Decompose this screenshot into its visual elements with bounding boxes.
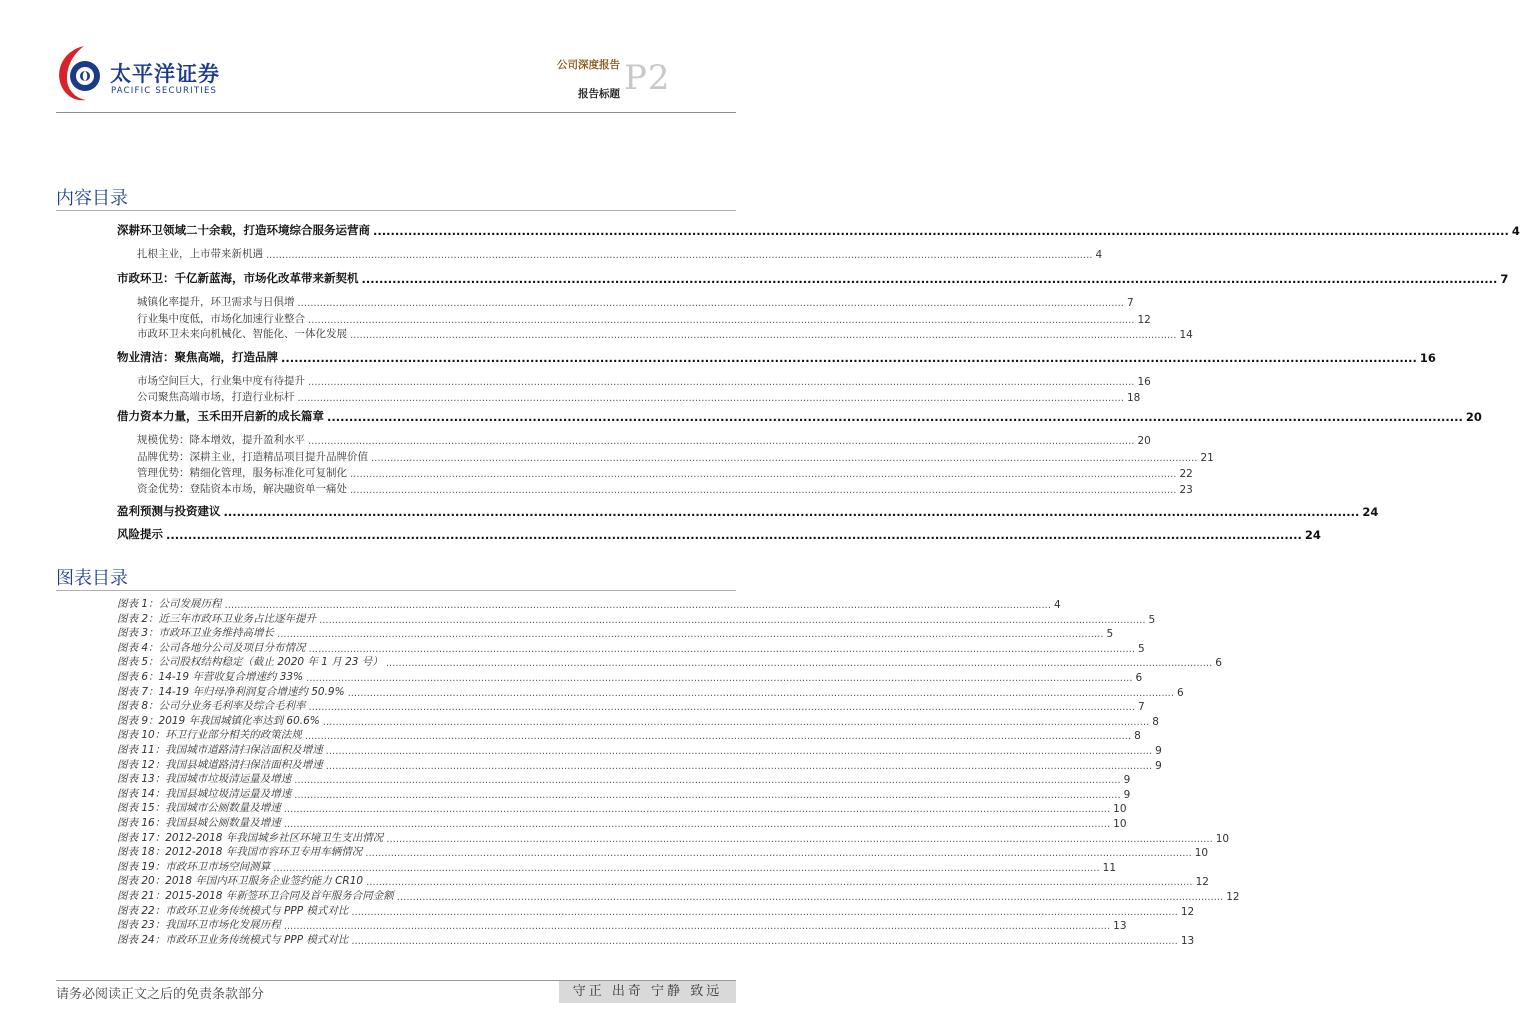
figure-entry-title: 图表 7：14-19 年归母净利润复合增速约 50.9% (117, 685, 345, 698)
figure-entry-page: 10 (1113, 803, 1127, 816)
page-number: P2 (624, 58, 671, 98)
figure-entry[interactable] (117, 684, 1184, 699)
toc-entry-page: 16 (1419, 351, 1436, 365)
figure-entry[interactable] (117, 669, 1143, 684)
report-type: 公司深度报告 (557, 59, 620, 71)
toc-entry-title: 市场空间巨大，行业集中度有待提升 (137, 375, 305, 387)
figure-entry-title: 图表 1：公司发展历程 (117, 598, 222, 610)
toc-entry-page: 20 (1465, 410, 1482, 424)
toc-leader-dots: .................................................................................................................................................................................................................................................................... (297, 393, 1124, 404)
figure-entry-page: 9 (1123, 788, 1131, 801)
figure-leader-dots: .................................................................................................................................................................................................................................................................... (308, 643, 1135, 655)
toc-entry-page: 18 (1126, 392, 1141, 404)
figure-leader-dots: .................................................................................................................................................................................................................................................................... (322, 716, 1150, 728)
figure-entry-title: 图表 15：我国城市公厕数量及增速 (117, 802, 281, 815)
figure-entry[interactable] (117, 625, 1114, 641)
figure-entry-page: 11 (1102, 861, 1117, 874)
figure-entry-page: 8 (1134, 730, 1141, 743)
figure-leader-dots: .................................................................................................................................................................................................................................................................... (283, 804, 1111, 816)
figure-entry-title: 图表 24：市政环卫业务传统模式与 PPP 模式对比 (117, 933, 349, 946)
toc-leader-dots: .................................................................................................................................................................................................................................................................... (308, 377, 1135, 388)
figure-entry[interactable] (117, 903, 1195, 918)
toc-entry-page: 7 (1500, 272, 1509, 286)
toc-subsection-entry[interactable] (137, 373, 1151, 388)
figure-entry-page: 13 (1113, 920, 1127, 933)
toc-entry-page: 24 (1362, 505, 1379, 519)
figure-entry[interactable] (117, 873, 1209, 889)
figure-entry-title: 图表 4：公司各地分公司及项目分布情况 (117, 641, 306, 654)
figure-entry-title: 图表 10：环卫行业部分相关的政策法规 (117, 729, 302, 742)
figure-entry-title: 图表 11：我国城市道路清扫保洁面积及增速 (117, 744, 323, 756)
toc-entry-title: 扎根主业，上市带来新机遇 (137, 248, 263, 260)
toc-leader-dots: .................................................................................................................................................................................................................................................................... (350, 469, 1177, 480)
toc-entry-title: 管理优势：精细化管理，服务标准化可复制化 (137, 467, 347, 479)
toc-entry-page: 14 (1179, 329, 1193, 341)
toc-leader-dots: .................................................................................................................................................................................................................................................................... (327, 410, 1463, 424)
brand-name-cn: 太平洋证券 (110, 62, 220, 86)
toc-subsection-entry[interactable] (137, 311, 1151, 326)
toc-leader-dots: .................................................................................................................................................................................................................................................................... (373, 224, 1509, 238)
toc-leader-dots: .................................................................................................................................................................................................................................................................... (281, 351, 1417, 365)
figure-entry[interactable] (117, 815, 1127, 830)
figure-leader-dots: .................................................................................................................................................................................................................................................................... (294, 789, 1121, 801)
figure-entry[interactable] (117, 844, 1209, 860)
figure-entry-page: 6 (1177, 686, 1184, 699)
toc-entry-title: 物业清洁：聚焦高端，打造品牌 (117, 350, 278, 364)
toc-entry-page: 7 (1126, 297, 1134, 309)
figure-entry-title: 图表 8：公司分业务毛利率及综合毛利率 (117, 700, 306, 713)
figure-leader-dots: .................................................................................................................................................................................................................................................................... (386, 833, 1213, 845)
figure-entry[interactable] (117, 859, 1117, 874)
toc-leader-dots: .................................................................................................................................................................................................................................................................... (350, 485, 1177, 496)
figure-entry-title: 图表 5：公司股权结构稳定（截止 2020 年 1 月 23 号） (117, 656, 383, 669)
toc-heading-divider (56, 210, 736, 211)
figure-entry[interactable] (117, 932, 1195, 947)
figure-leader-dots: .................................................................................................................................................................................................................................................................... (283, 819, 1111, 830)
toc-leader-dots: .................................................................................................................................................................................................................................................................... (308, 315, 1135, 326)
toc-entry-title: 规模优势：降本增效，提升盈利水平 (137, 434, 305, 446)
figure-entry-page: 10 (1215, 832, 1230, 845)
toc-heading: 内容目录 (56, 188, 128, 209)
toc-entry-title: 市政环卫未来向机械化、智能化、一体化发展 (137, 328, 347, 340)
figure-entry-page: 12 (1226, 891, 1240, 903)
toc-entry-title: 盈利预测与投资建议 (117, 504, 221, 518)
figure-entry[interactable] (117, 888, 1240, 903)
toc-entry-page: 23 (1179, 484, 1193, 496)
figure-entry-title: 图表 12：我国县城道路清扫保洁面积及增速 (117, 758, 323, 771)
toc-entry-page: 24 (1304, 528, 1321, 542)
figure-entry-page: 5 (1148, 613, 1156, 626)
figure-entry-page: 8 (1152, 715, 1159, 728)
figure-entry-page: 12 (1195, 876, 1209, 889)
toc-subsection-entry[interactable] (137, 246, 1103, 261)
figure-leader-dots: .................................................................................................................................................................................................................................................................... (325, 746, 1153, 757)
figure-entry-page: 6 (1215, 657, 1222, 670)
figure-entry-title: 图表 21：2015-2018 年新签环卫合同及首年服务合同金额 (117, 890, 394, 902)
toc-section-entry[interactable] (117, 503, 1379, 519)
figure-entry-title: 图表 17：2012-2018 年我国城乡社区环境卫生支出情况 (117, 831, 384, 844)
toc-subsection-entry[interactable] (137, 465, 1193, 480)
figure-leader-dots: .................................................................................................................................................................................................................................................................... (325, 760, 1153, 772)
toc-entry-title: 资金优势：登陆资本市场，解决融资单一痛处 (137, 483, 347, 495)
toc-entry-page: 21 (1200, 452, 1214, 464)
figure-leader-dots: .................................................................................................................................................................................................................................................................... (308, 702, 1135, 714)
figure-leader-dots: .................................................................................................................................................................................................................................................................... (306, 673, 1133, 684)
company-logo (54, 42, 234, 112)
figure-entry-page: 9 (1155, 745, 1162, 757)
figures-heading-divider (56, 590, 736, 591)
figure-leader-dots: .................................................................................................................................................................................................................................................................... (273, 862, 1100, 874)
figure-entry[interactable] (117, 800, 1127, 816)
figure-entry-page: 13 (1180, 934, 1195, 947)
figure-entry-title: 图表 19：市政环卫市场空间测算 (117, 860, 271, 873)
figure-leader-dots: .................................................................................................................................................................................................................................................................... (351, 935, 1178, 947)
figure-entry[interactable] (117, 757, 1162, 772)
toc-entry-page: 20 (1137, 435, 1151, 447)
toc-section-entry[interactable] (117, 349, 1436, 365)
toc-subsection-entry[interactable] (137, 432, 1151, 447)
toc-leader-dots: .................................................................................................................................................................................................................................................................... (166, 528, 1302, 542)
figure-entry[interactable] (117, 742, 1162, 757)
figure-entry[interactable] (117, 830, 1230, 845)
toc-leader-dots: .................................................................................................................................................................................................................................................................... (350, 330, 1177, 341)
figure-leader-dots: .................................................................................................................................................................................................................................................................... (385, 658, 1213, 670)
figure-entry-page: 6 (1135, 672, 1143, 684)
figure-entry-title: 图表 23：我国环卫市场化发展历程 (117, 919, 281, 932)
toc-entry-page: 4 (1511, 224, 1520, 238)
figure-entry-title: 图表 2：近三年市政环卫业务占比逐年提升 (117, 612, 317, 625)
figure-entry-page: 9 (1123, 774, 1131, 787)
figure-entry-title: 图表 18：2012-2018 年我国市容环卫专用车辆情况 (117, 846, 363, 859)
toc-entry-title: 风险提示 (117, 527, 163, 541)
toc-entry-title: 品牌优势：深耕主业，打造精品项目提升品牌价值 (137, 451, 368, 463)
toc-leader-dots: .................................................................................................................................................................................................................................................................... (308, 436, 1135, 447)
figure-entry-title: 图表 3：市政环卫业务维持高增长 (117, 627, 275, 640)
figure-entry-page: 4 (1054, 599, 1061, 611)
figure-entry-title: 图表 14：我国县城垃圾清运量及增速 (117, 787, 292, 800)
figure-leader-dots: .................................................................................................................................................................................................................................................................... (365, 848, 1192, 860)
figure-leader-dots: .................................................................................................................................................................................................................................................................... (366, 877, 1193, 889)
figure-entry[interactable] (117, 611, 1156, 626)
figure-leader-dots: .................................................................................................................................................................................................................................................................... (347, 687, 1175, 699)
figure-entry[interactable] (117, 727, 1141, 743)
toc-leader-dots: .................................................................................................................................................................................................................................................................... (297, 298, 1124, 309)
toc-entry-title: 行业集中度低，市场化加速行业整合 (137, 313, 305, 325)
figure-leader-dots: .................................................................................................................................................................................................................................................................... (224, 600, 1051, 611)
toc-leader-dots: .................................................................................................................................................................................................................................................................... (371, 453, 1198, 464)
figure-entry-title: 图表 20：2018 年国内环卫服务企业签约能力 CR10 (117, 875, 364, 888)
footer-disclaimer: 请务必阅读正文之后的免责条款部分 (56, 987, 265, 1002)
figure-entry-page: 10 (1113, 818, 1127, 830)
header-divider (56, 112, 736, 113)
figure-leader-dots: .................................................................................................................................................................................................................................................................... (304, 731, 1132, 743)
figure-entry-page: 12 (1180, 905, 1195, 918)
figure-entry-title: 图表 13：我国城市垃圾清运量及增速 (117, 773, 292, 786)
figure-entry-page: 5 (1138, 642, 1145, 655)
figure-entry-title: 图表 22：市政环卫业务传统模式与 PPP 模式对比 (117, 904, 349, 917)
figure-entry-title: 图表 9：2019 年我国城镇化率达到 60.6% (117, 714, 320, 727)
toc-leader-dots: .................................................................................................................................................................................................................................................................... (361, 272, 1498, 286)
figure-entry[interactable] (117, 654, 1222, 670)
figure-entry-page: 9 (1155, 759, 1162, 772)
toc-subsection-entry[interactable] (137, 294, 1134, 309)
figure-leader-dots: .................................................................................................................................................................................................................................................................... (283, 921, 1111, 933)
figure-entry[interactable] (117, 917, 1127, 933)
toc-subsection-entry[interactable] (137, 389, 1141, 404)
toc-entry-page: 12 (1137, 314, 1151, 326)
toc-entry-title: 借力资本力量，玉禾田开启新的成长篇章 (117, 409, 324, 423)
figure-entry-title: 图表 6：14-19 年营收复合增速约 33% (117, 671, 304, 683)
toc-entry-title: 市政环卫：千亿新蓝海，市场化改革带来新契机 (117, 271, 359, 285)
toc-subsection-entry[interactable] (137, 449, 1214, 464)
toc-section-entry[interactable] (117, 526, 1321, 542)
figure-entry[interactable] (117, 713, 1159, 728)
toc-subsection-entry[interactable] (137, 481, 1193, 496)
figure-entry[interactable] (117, 771, 1131, 787)
toc-entry-title: 城镇化率提升，环卫需求与日俱增 (137, 296, 295, 308)
figure-entry-page: 7 (1138, 701, 1145, 714)
toc-section-entry[interactable] (117, 222, 1520, 238)
figure-leader-dots: .................................................................................................................................................................................................................................................................... (294, 775, 1121, 787)
toc-entry-page: 4 (1095, 249, 1103, 261)
figure-entry[interactable] (117, 640, 1145, 655)
figure-entry[interactable] (117, 596, 1061, 611)
toc-entry-title: 公司聚焦高端市场，打造行业标杆 (137, 391, 295, 403)
figure-entry-title: 图表 16：我国县城公厕数量及增速 (117, 817, 281, 829)
figure-leader-dots: .................................................................................................................................................................................................................................................................... (351, 906, 1178, 918)
toc-section-entry[interactable] (117, 270, 1509, 286)
toc-leader-dots: .................................................................................................................................................................................................................................................................... (266, 250, 1093, 261)
figure-entry-page: 5 (1106, 628, 1114, 641)
toc-subsection-entry[interactable] (137, 326, 1193, 341)
figures-heading: 图表目录 (56, 568, 128, 589)
figure-leader-dots: .................................................................................................................................................................................................................................................................... (319, 614, 1146, 626)
brand-name-en: PACIFIC SECURITIES (111, 86, 218, 96)
toc-leader-dots: .................................................................................................................................................................................................................................................................... (223, 505, 1360, 519)
toc-entry-page: 16 (1137, 376, 1151, 388)
pacific-logo-icon (54, 42, 106, 108)
report-title: 报告标题 (578, 88, 620, 100)
figure-entry-page: 10 (1194, 847, 1209, 860)
figure-leader-dots: .................................................................................................................................................................................................................................................................... (396, 892, 1224, 903)
figure-leader-dots: .................................................................................................................................................................................................................................................................... (277, 629, 1104, 641)
toc-section-entry[interactable] (117, 408, 1482, 424)
figure-entry[interactable] (117, 786, 1131, 801)
figure-entry[interactable] (117, 698, 1145, 714)
toc-entry-page: 22 (1179, 468, 1193, 480)
toc-entry-title: 深耕环卫领域二十余载，打造环境综合服务运营商 (117, 223, 370, 237)
footer-slogan: 守正 出奇 宁静 致远 (559, 981, 736, 1003)
